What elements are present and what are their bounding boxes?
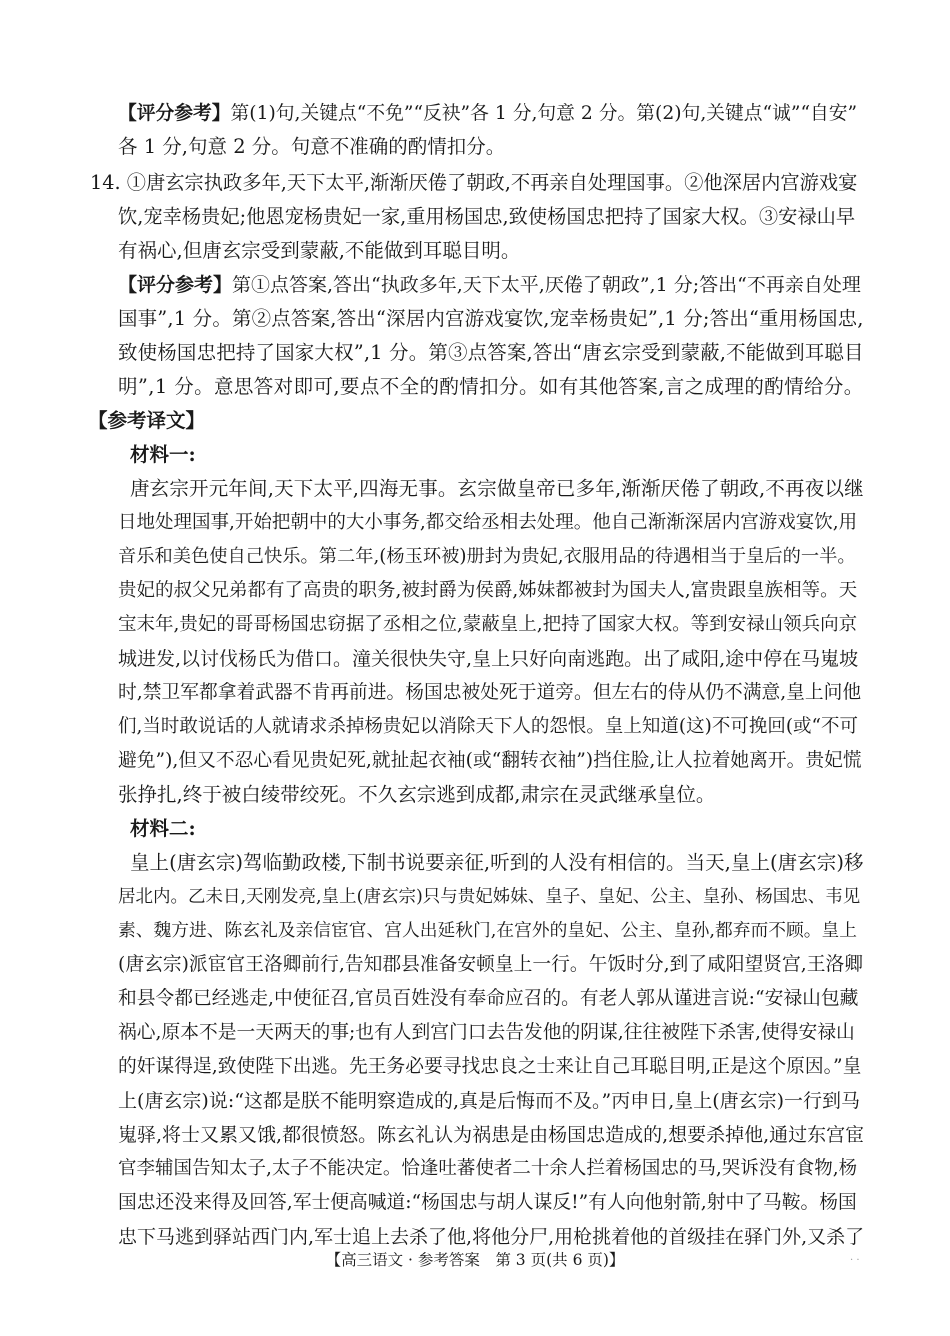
scoring-reference-label: 【评分参考】 xyxy=(118,102,231,124)
material-one-line: 避免”),但又不忍心看见贵妃死,就扯起衣袖(或“翻转衣袖”)挡住脸,让人拉着她离开。贵妃慌 xyxy=(118,750,862,771)
q14-answer-line-1: 14. ①唐玄宗执政多年,天下太平,渐渐厌倦了朝政,不再亲自处理国事。②他深居内宫游戏宴 xyxy=(90,171,858,194)
material-one-line: 们,当时敢说话的人就请求杀掉杨贵妃以消除天下人的怨恨。皇上知道(这)不可挽回(或“不可 xyxy=(118,716,858,737)
material-two-title: 材料二: xyxy=(130,817,196,840)
q14-scoring-line-2: 国事”,1 分。第②点答案,答出“深居内宫游戏宴饮,宠幸杨贵妃”,1 分;答出“重用杨国忠, xyxy=(118,307,864,330)
material-two-line: 皇上(唐玄宗)驾临勤政楼,下制书说要亲征,听到的人没有相信的。当天,皇上(唐玄宗)移 xyxy=(130,851,864,874)
material-two-line: 嵬驿,将士又累又饿,都很愤怒。陈玄礼认为祸患是由杨国忠造成的,想要杀掉他,通过东宫宦 xyxy=(118,1124,865,1146)
q13-scoring-line-1: 【评分参考】第(1)句,关键点“不免”“反袂”各 1 分,句意 2 分。第(2)句,关键点“诚”“自安” xyxy=(118,102,858,124)
material-two-line: 上(唐玄宗)说:“这都是朕不能明察造成的,真是后悔而不及。”丙申日,皇上(唐玄宗)一行到马 xyxy=(118,1090,861,1112)
translation-heading: 【参考译文】 xyxy=(88,409,206,432)
material-one-line: 贵妃的叔父兄弟都有了高贵的职务,被封爵为侯爵,姊妹都被封为国夫人,富贵跟皇族相等。天 xyxy=(118,580,858,601)
material-two-line: 官李辅国告知太子,太子不能决定。恰逢吐蕃使者二十余人拦着杨国忠的马,哭诉没有食物,杨 xyxy=(118,1158,858,1179)
q14-answer-line-2: 饮,宠幸杨贵妃;他恩宠杨贵妃一家,重用杨国忠,致使杨国忠把持了国家大权。③安禄山早 xyxy=(118,205,856,228)
q14-answer-line-3: 有祸心,但唐玄宗受到蒙蔽,不能做到耳聪目明。 xyxy=(118,239,521,262)
material-one-line: 宝末年,贵妃的哥哥杨国忠窃据了丞相之位,蒙蔽皇上,把持了国家大权。等到安禄山领兵向京 xyxy=(118,614,858,635)
material-two-line: 忠下马逃到驿站西门内,军士追上去杀了他,将他分尸,用枪挑着他的首级挂在驿门外,又杀了 xyxy=(118,1226,865,1248)
material-two-line: 居北内。乙未日,天刚发亮,皇上(唐玄宗)只与贵妃姊妹、皇子、皇妃、公主、皇孙、杨国忠、韦见 xyxy=(118,887,861,907)
material-two-line: 素、魏方进、陈玄礼及亲信宦官、宫人出延秋门,在宫外的皇妃、公主、皇孙,都弃而不顾。皇上 xyxy=(118,921,858,941)
material-two-line: 的奸谋得逞,致使陛下出逃。先王务必要寻找忠良之士来让自己耳聪目明,正是这个原因。”皇 xyxy=(118,1056,862,1077)
material-two-line: 和县令都已经逃走,中使征召,官员百姓没有奉命应召的。有老人郭从谨进言说:“安禄山包藏 xyxy=(118,988,859,1009)
material-one-line: 日地处理国事,开始把朝中的大小事务,都交给丞相去处理。他自己渐渐深居内宫游戏宴饮,用 xyxy=(118,512,858,533)
material-two-line: 国忠还没来得及回答,军士便高喊道:“杨国忠与胡人谋反!”有人向他射箭,射中了马鞍。杨国 xyxy=(118,1192,857,1213)
material-two-line: (唐玄宗)派宦官王洛卿前行,告知郡县准备安顿皇上一行。午饭时分,到了咸阳望贤宫,王洛卿 xyxy=(118,954,864,975)
material-one-line: 唐玄宗开元年间,天下太平,四海无事。玄宗做皇帝已多年,渐渐厌倦了朝政,不再夜以继 xyxy=(130,477,864,500)
material-two-line: 祸心,原本不是一天两天的事;也有人到宫门口去告发他的阴谋,往往被陛下杀害,使得安禄山 xyxy=(118,1022,855,1043)
material-one-line: 城进发,以讨伐杨氏为借口。潼关很快失守,皇上只好向南逃跑。出了咸阳,途中停在马嵬坡 xyxy=(118,648,859,670)
scan-artifact: . . xyxy=(850,1252,860,1263)
material-one-line: 时,禁卫军都拿着武器不肯再前进。杨国忠被处死于道旁。但左右的侍从仍不满意,皇上问他 xyxy=(118,682,862,703)
q14-scoring-line-1: 【评分参考】第①点答案,答出“执政多年,天下太平,厌倦了朝政”,1 分;答出“不再亲自处理 xyxy=(118,274,861,296)
q13-scoring-line-2: 各 1 分,句意 2 分。句意不准确的酌情扣分。 xyxy=(118,135,506,158)
material-one-title: 材料一: xyxy=(130,443,196,466)
material-one-line: 张挣扎,终于被白绫带绞死。不久玄宗逃到成都,肃宗在灵武继承皇位。 xyxy=(118,783,716,806)
q14-scoring-line-4: 明”,1 分。意思答对即可,要点不全的酌情扣分。如有其他答案,言之成理的酌情给分。 xyxy=(118,375,864,398)
q14-scoring-line-3: 致使杨国忠把持了国家大权”,1 分。第③点答案,答出“唐玄宗受到蒙蔽,不能做到耳聪目 xyxy=(118,341,864,364)
material-one-line: 音乐和美色使自己快乐。第二年,(杨玉环被)册封为贵妃,衣服用品的待遇相当于皇后的一半。 xyxy=(118,546,856,567)
scoring-reference-label: 【评分参考】 xyxy=(118,274,233,296)
page-footer: 【高三语文 · 参考答案 第 3 页(共 6 页)】 xyxy=(325,1251,625,1269)
